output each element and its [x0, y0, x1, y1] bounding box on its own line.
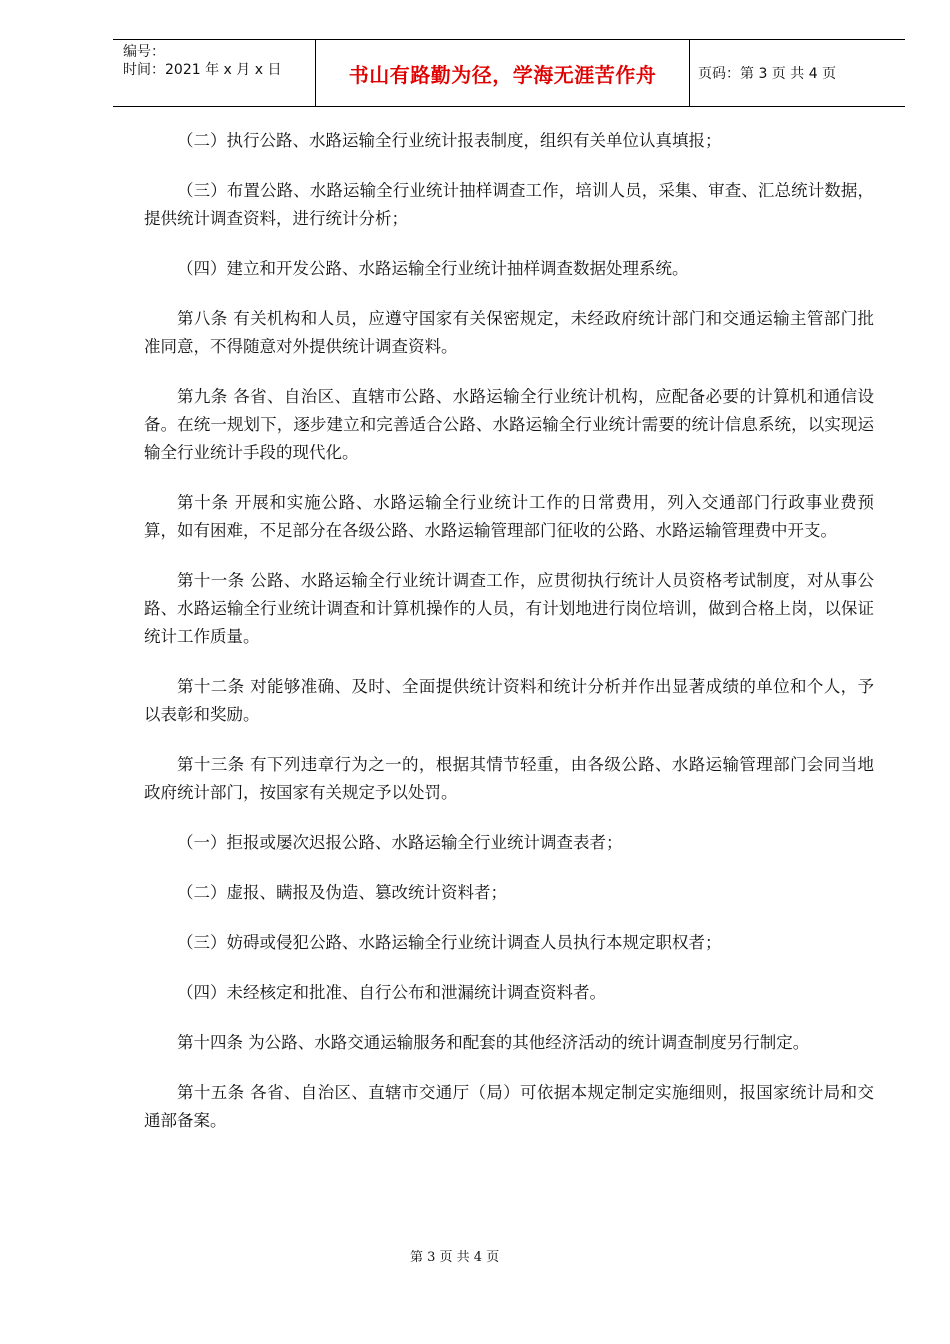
header-meta: [113, 40, 316, 106]
paragraph: 第十三条 有下列违章行为之一的，根据其情节轻重，由各级公路、水路运输管理部门会同当地政府统计部门，按国家有关规定予以处罚。: [144, 755, 874, 802]
document-time-label: 时间：2021 年 x 月 x 日: [123, 62, 282, 78]
paragraph: 第十条 开展和实施公路、水路运输全行业统计工作的日常费用，列入交通部门行政事业费预算，如有困难，不足部分在各级公路、水路运输管理部门征收的公路、水路运输管理费中开支。: [144, 493, 874, 540]
paragraph: （四）建立和开发公路、水路运输全行业统计抽样调查数据处理系统。: [177, 259, 689, 278]
paragraph: 第九条 各省、自治区、直辖市公路、水路运输全行业统计机构，应配备必要的计算机和通信设备。在统一规划下，逐步建立和完善适合公路、水路运输全行业统计需要的统计信息系统，以实现运输全行业统计手段的现代化。: [144, 387, 874, 462]
page-footer: 第 3 页 共 4 页: [410, 1250, 500, 1265]
paragraph: （一）拒报或屡次迟报公路、水路运输全行业统计调查表者；: [177, 833, 623, 852]
paragraph: 第十一条 公路、水路运输全行业统计调查工作，应贯彻执行统计人员资格考试制度，对从事公路、水路运输全行业统计调查和计算机操作的人员，有计划地进行岗位培训，做到合格上岗，以保证统计工作质量。: [144, 571, 874, 646]
header-motto: 书山有路勤为径，学海无涯苦作舟: [316, 40, 690, 106]
paragraph: （四）未经核定和批准、自行公布和泄漏统计调查资料者。: [177, 983, 606, 1002]
header-page-label: 页码：第 3 页 共 4 页: [698, 66, 837, 82]
paragraph: 第十五条 各省、自治区、直辖市交通厅（局）可依据本规定制定实施细则，报国家统计局和交通部备案。: [144, 1083, 874, 1130]
paragraph: （三）妨碍或侵犯公路、水路运输全行业统计调查人员执行本规定职权者；: [177, 933, 722, 952]
paragraph: 第十四条 为公路、水路交通运输服务和配套的其他经济活动的统计调查制度另行制定。: [177, 1033, 810, 1052]
paragraph: （二）执行公路、水路运输全行业统计报表制度，组织有关单位认真填报；: [177, 131, 722, 150]
paragraph: （二）虚报、瞒报及伪造、篡改统计资料者；: [177, 883, 507, 902]
document-number-label: 编号：: [123, 44, 165, 60]
paragraph: 第十二条 对能够准确、及时、全面提供统计资料和统计分析并作出显著成绩的单位和个人，予以表彰和奖励。: [144, 677, 874, 724]
document-body: [144, 127, 874, 1157]
document-header: [113, 39, 905, 107]
paragraph: 第八条 有关机构和人员，应遵守国家有关保密规定，未经政府统计部门和交通运输主管部门批准同意，不得随意对外提供统计调查资料。: [144, 309, 874, 356]
paragraph: （三）布置公路、水路运输全行业统计抽样调查工作，培训人员，采集、审查、汇总统计数据，提供统计调查资料，进行统计分析；: [144, 181, 874, 228]
